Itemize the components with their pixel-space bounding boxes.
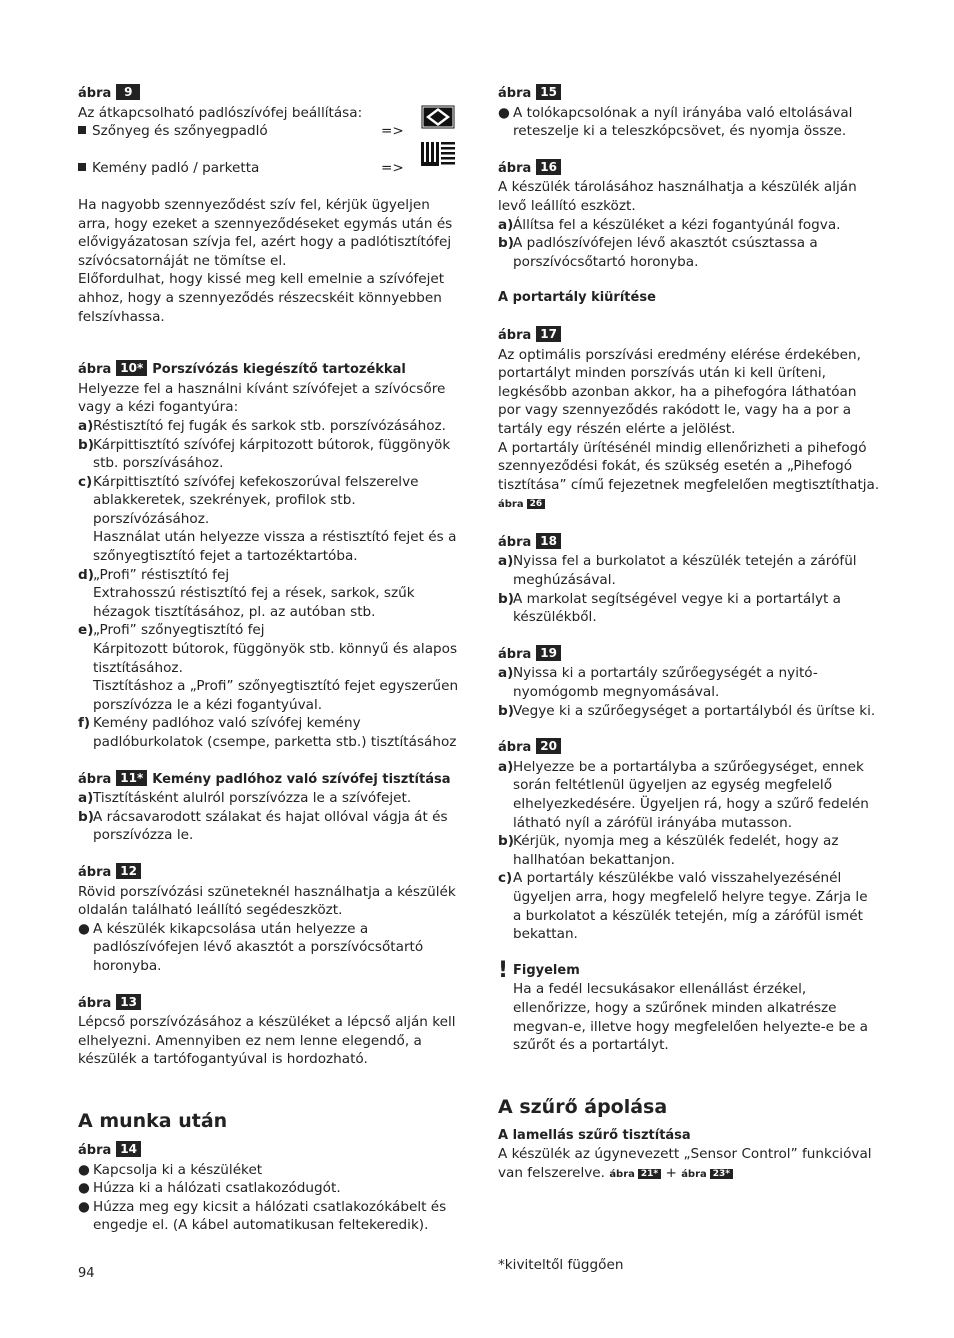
figure-number-badge: 16 [536, 159, 561, 175]
page-number: 94 [78, 1266, 95, 1281]
paragraph: A portartály ürítésénél mindig ellenőrizheti a pihefogó szennyeződési fokát, és szükség esetén a „Pihefogó tisztítása” című fejezetnek megfelelően megtisztíthatja. [498, 439, 880, 493]
paragraph: Lépcső porszívózásához a készüléket a lépcső alján kell elhelyezni. Amennyiben ez nem lenne elegendő, a készülék a tartófogantyúval is hordozható. [78, 1014, 456, 1068]
figure-reference: ábra 26 [498, 494, 880, 515]
right-column [498, 84, 880, 1185]
list-item: b) Vegye ki a szűrőegységet a portartályból és ürítse ki. [498, 702, 876, 719]
figure-number-badge: 14 [116, 1141, 141, 1157]
warning-title: Figyelem [513, 962, 580, 978]
carpet-option: Szőnyeg és szőnyegpadló => [78, 122, 460, 141]
list-item: a) Tisztításként alulról porszívózza le a szívófejet. [78, 790, 412, 807]
figure-number-badge: 11* [116, 770, 147, 786]
figure-label: ábra 16 [498, 159, 880, 179]
exclamation-icon: ! [498, 957, 509, 983]
bullet-item: ● Húzza meg egy kicsit a hálózati csatlakozókábelt és engedje el. (A kábel automatikusan feltekeredik). [78, 1198, 447, 1234]
bullet-item: ● A készülék kikapcsolása után helyezze a padlószívófejen lévő akasztót a porszívócsőtartó horonyba. [78, 920, 424, 974]
warning-text: Ha a fedél lecsukásakor ellenállást érzékel, ellenőrizze, hogy a szűrőnek minden alkatrésze megvan-e, illetve hogy megfelelően helyezte-e be a szűrőt és a portartályt. [513, 981, 868, 1054]
bullet-item: ● Kapcsolja ki a készüléket [78, 1161, 263, 1178]
figure-label: ábra 9 [78, 84, 460, 104]
figure-number-badge: 9 [116, 84, 140, 100]
subheading: A portartály kiürítése [498, 290, 656, 306]
section-title: Kemény padlóhoz való szívófej tisztítása [152, 771, 451, 787]
list-item: a) Nyissa fel a burkolatot a készülék tetején a zárófül meghúzásával. [498, 553, 857, 589]
list-item: d) „Profi” réstisztító fej Extrahosszú réstisztító fej a rések, sarkok, szűk hézagok tisztításához, pl. az autóban stb. [78, 566, 415, 620]
bullet-item: ● A tolókapcsolónak a nyíl irányába való eltolásával reteszelje ki a teleszkópcsövet, és nyomja össze. [498, 104, 853, 140]
paragraph: Az optimális porszívási eredmény elérése érdekében, portartályt minden porszívás után ki kell üríteni, legkésőbb azonban akkor, ha a pihefogóra láthatóan por vagy szennyeződés rakódott le, vagy ha a por a tartály egy részén elérte a jelölést. [498, 346, 861, 437]
figure-label: ábra 17 [498, 326, 880, 346]
square-bullet-icon [78, 163, 86, 171]
paragraph: Rövid porszívózási szüneteknél használhatja a készülék oldalán található leállító segédeszközt. [78, 883, 456, 919]
figure-number-badge: 13 [116, 994, 141, 1010]
figure-label: ábra 12 [78, 863, 460, 883]
warning-box [498, 957, 880, 1055]
switch-intro: Az átkapcsolható padlószívófej beállítása: [78, 104, 363, 121]
footnote: *kiviteltől függően [498, 1257, 624, 1273]
list-item: a) Réstisztító fej fugák és sarkok stb. porszívózásához. [78, 417, 446, 434]
list-item: a) Helyezze be a portartályba a szűrőegységet, ennek során feltétlenül ügyeljen az egység megfelelő elhelyezkedésére. Ügyeljen rá, hogy a szűrő fedelén látható nyíl a zárófül irányába mutasson. [498, 758, 869, 831]
paragraph: Ha nagyobb szennyeződést szív fel, kérjük ügyeljen arra, hogy ezeket a szennyeződéseket egymás után és elővigyázatosan szívja fel, azért hogy a padlótisztítófej szívócsatornáját ne tömítse el. [78, 196, 453, 269]
list-item: b) A padlószívófejen lévő akasztót csúsztassa a porszívócsőtartó horonyba. [498, 235, 818, 270]
figure-number-badge: 17 [536, 326, 561, 342]
subheading: A lamellás szűrő tisztítása [498, 1127, 691, 1143]
square-bullet-icon [78, 126, 86, 134]
paragraph: Előfordulhat, hogy kissé meg kell emelnie a szívófejet ahhoz, hogy a szennyeződés részecskéit könnyebben felszívhassa. [78, 271, 445, 325]
section-heading: A szűrő ápolása [498, 1095, 668, 1118]
list-item: c) A portartály készülékbe való visszahelyezésénél ügyeljen arra, hogy megfelelő helyre tegye. Zárja le a burkolatot a készülék tetején, míg a zárófül ismét bekattan. [498, 870, 868, 943]
list-item: b) A markolat segítségével vegye ki a portartályt a készülékből. [498, 590, 842, 626]
figure-number-badge: 19 [536, 645, 561, 661]
section-title: Porszívózás kiegészítő tartozékkal [152, 362, 406, 378]
list-item: b) Kárpittisztító szívófej kárpitozott bútorok, függönyök stb. porszívásához. [78, 436, 451, 472]
section-heading: A munka után [78, 1109, 228, 1132]
list-item: c) Kárpittisztító szívófej kefekoszorúval felszerelve ablakkeretek, szekrények, profilok stb. porszívózásához. Használat után helyezze vissza a réstisztító fejet és a szőnyegtisztító fejet a tartozéktartóba. [78, 473, 457, 565]
list-item: b) A rácsavarodott szálakat és hajat ollóval vágja át és porszívózza le. [78, 808, 448, 844]
figure-number-badge: 15 [536, 84, 561, 100]
paragraph: A készülék az úgynevezett „Sensor Control” funkcióval van felszerelve. ábra 21* + ábra 23* [498, 1146, 872, 1181]
list-item: e) „Profi” szőnyegtisztító fej Kárpitozott bútorok, függönyök stb. könnyű és alapos tisztításához. Tisztításhoz a „Profi” szőnyegtisztító fejet egyszerűen porszívózza le a kézi fogantyúval. [78, 622, 459, 713]
list-item: f) Kemény padlóhoz való szívófej kemény padlóburkolatok (csempe, parketta stb.) tisztításához [78, 715, 457, 750]
figure-number-badge: 10* [116, 360, 147, 376]
left-column [78, 84, 460, 1235]
list-item: a) Nyissa ki a portartály szűrőegységét a nyitó-nyomógomb megnyomásával. [498, 665, 818, 701]
list-item: a) Állítsa fel a készüléket a kézi fogantyúnál fogva. [498, 216, 841, 233]
figure-label: ábra 15 [498, 84, 880, 104]
paragraph: Helyezze fel a használni kívánt szívófejet a szívócsőre vagy a kézi fogantyúra: [78, 380, 446, 416]
hard-floor-mode-icon [421, 142, 455, 166]
carpet-mode-icon [421, 105, 455, 129]
list-item: b) Kérjük, nyomja meg a készülék fedelét, hogy az hallhatóan bekattanjon. [498, 833, 839, 868]
hard-floor-option: Kemény padló / parketta => [78, 159, 460, 178]
paragraph: A készülék tárolásához használhatja a készülék alján levő leállító eszközt. [498, 179, 857, 214]
figure-label: ábra 14 [78, 1141, 460, 1161]
figure-number-badge: 20 [536, 738, 561, 754]
bullet-item: ● Húzza ki a hálózati csatlakozódugót. [78, 1180, 341, 1197]
figure-label: ábra 11* Kemény padlóhoz való szívófej tisztítása [78, 770, 451, 787]
figure-label: ábra 13 [78, 994, 460, 1014]
figure-label: ábra 18 [498, 533, 880, 553]
figure-number-badge: 18 [536, 533, 561, 549]
figure-number-badge: 12 [116, 863, 141, 879]
figure-label: ábra 10* Porszívózás kiegészítő tartozékkal [78, 361, 406, 378]
figure-label: ábra 19 [498, 645, 880, 665]
figure-label: ábra 20 [498, 738, 880, 758]
